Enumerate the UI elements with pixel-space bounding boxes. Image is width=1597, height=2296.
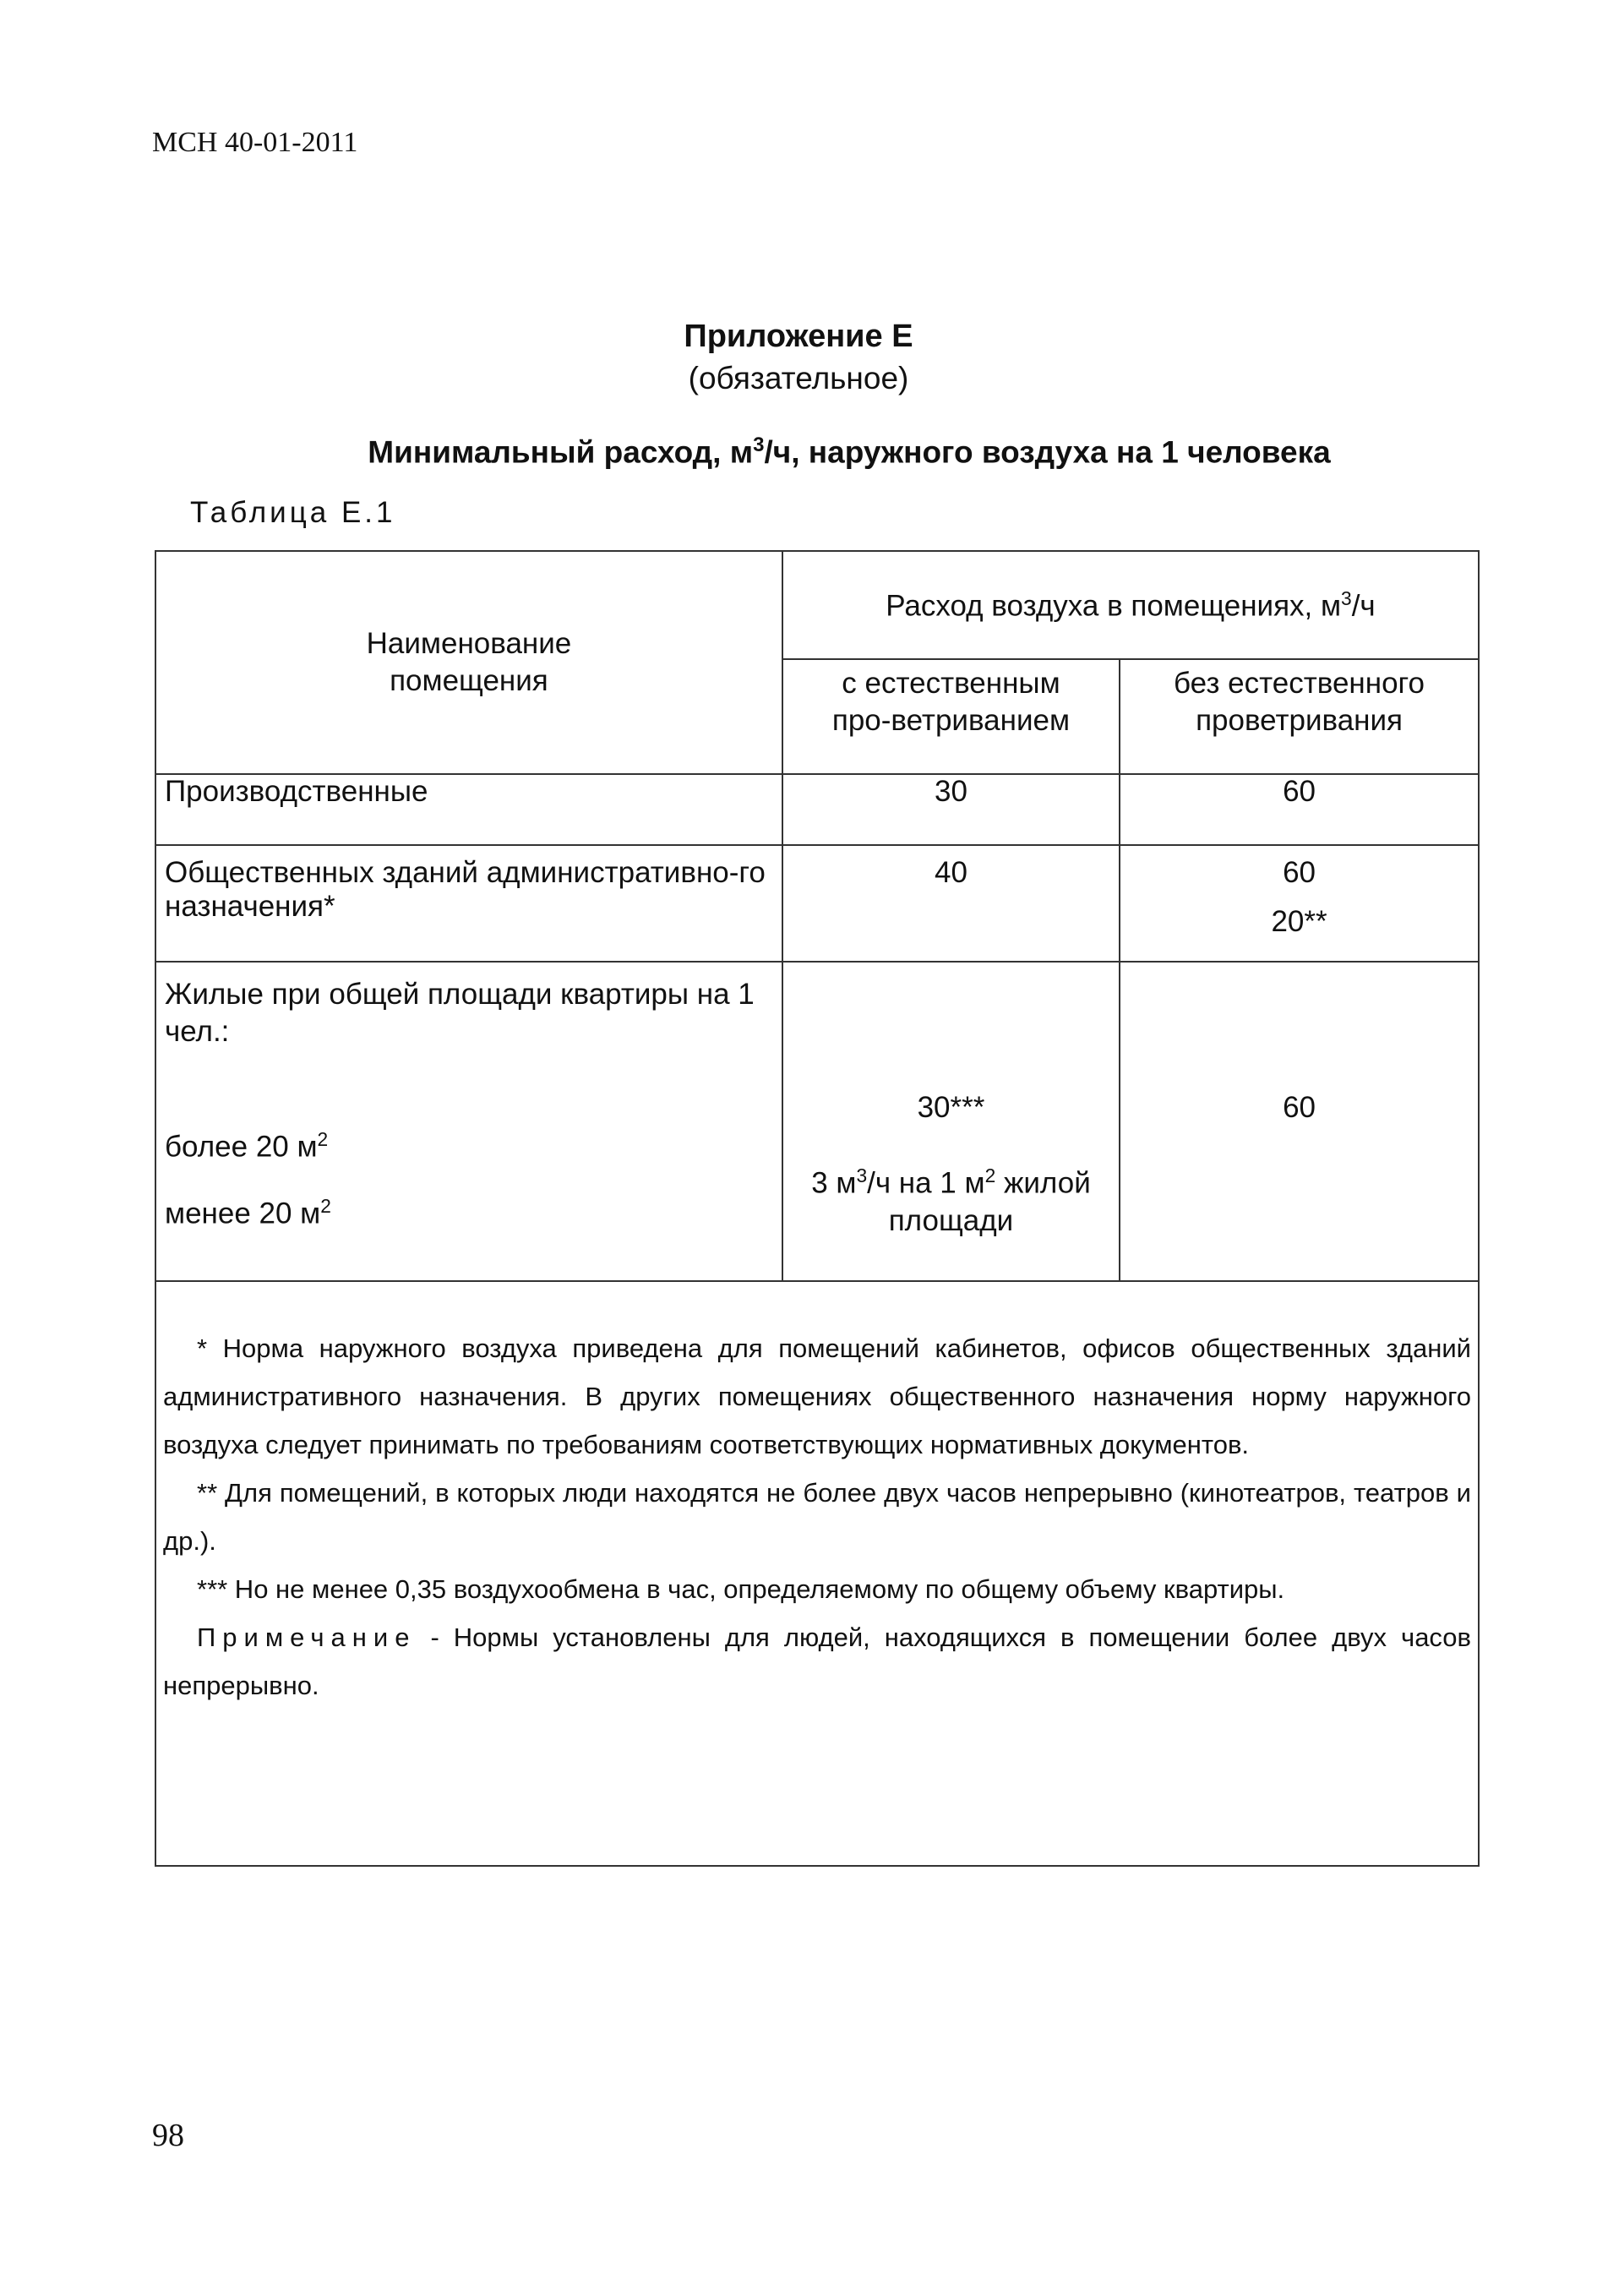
header-natural-ventilation <box>782 659 1120 774</box>
residential-under-20 <box>165 1195 782 1231</box>
over-20-sup: 2 <box>317 1128 329 1150</box>
header-no-natural-ventilation-text: без естественного проветривания <box>1174 667 1425 737</box>
value-sup-1: 3 <box>856 1164 868 1186</box>
note-3: *** Но не менее 0,35 воздухообмена в час, определяемому по общему объему квартиры. <box>197 1574 1285 1604</box>
table-notes <box>155 1281 1479 1866</box>
row-value-main: 60 <box>1283 856 1316 889</box>
group-superscript: 3 <box>1341 586 1352 609</box>
row-name <box>155 845 782 962</box>
value-part-3: жилой площади <box>888 1166 1091 1237</box>
under-20-text: менее 20 м <box>165 1197 321 1230</box>
header-room-name-text: Наименование помещения <box>366 627 572 697</box>
document-code: МСН 40-01-2011 <box>152 127 358 158</box>
value-part-1: 3 м <box>811 1166 857 1200</box>
row-value-natural: 40 <box>782 845 1120 962</box>
row-value-no-natural <box>1120 845 1479 962</box>
page-number: 98 <box>152 2118 184 2153</box>
row-value-no-natural: 60 <box>1120 774 1479 845</box>
note-1: * Норма наружного воздуха приведена для помещений кабинетов, офисов общественных зданий административного назначения. В других помещениях общественного назначения норму наружного воздуха следует принимать по требованиям соответствующих нормативных документов. <box>163 1333 1471 1459</box>
header-natural-ventilation-text: с естественным про-ветриванием <box>831 667 1071 737</box>
heading-text-2: /ч, наружного воздуха на 1 человека <box>764 434 1331 470</box>
residential-value-under-20 <box>783 1157 1119 1240</box>
table-row <box>155 774 1479 845</box>
row-value-natural: 30 <box>782 774 1120 845</box>
table-heading <box>0 434 1597 470</box>
residential-name: Жилые при общей площади квартиры на 1 чел.: <box>165 978 755 1048</box>
row-name: Производственные <box>155 774 782 845</box>
appendix-subtitle: (обязательное) <box>688 361 909 395</box>
residential-value-over-20: 30*** <box>917 1091 985 1124</box>
note-2: ** Для помещений, в которых люди находятся не более двух часов непрерывно (кинотеатров, театров и др.). <box>163 1478 1471 1556</box>
over-20-text: более 20 м <box>165 1130 318 1164</box>
row-value-short-stay: 20** <box>1271 905 1327 938</box>
header-room-name <box>155 551 782 774</box>
residential-value-no-natural: 60 <box>1283 1091 1316 1124</box>
row-value-natural <box>782 962 1120 1281</box>
note-4 <box>163 1613 1471 1710</box>
row-name <box>155 962 782 1281</box>
air-flow-table <box>155 550 1480 1867</box>
heading-text-1: Минимальный расход, м <box>368 434 754 470</box>
header-air-flow-group <box>782 551 1479 659</box>
appendix-title: Приложение Е <box>684 319 913 354</box>
residential-over-20 <box>165 1128 782 1164</box>
group-text-2: /ч <box>1351 589 1376 623</box>
group-text-1: Расход воздуха в помещениях, м <box>886 589 1342 623</box>
under-20-sup: 2 <box>320 1194 331 1217</box>
heading-superscript: 3 <box>753 434 765 456</box>
note-4-text: - Нормы установлены для людей, находящихся в помещении более двух часов непрерывно. <box>163 1622 1471 1700</box>
table-row <box>155 845 1479 962</box>
note-label: Примечание <box>197 1622 417 1652</box>
table-row-residential <box>155 962 1479 1281</box>
value-sup-2: 2 <box>984 1164 996 1186</box>
value-part-2: /ч на 1 м <box>867 1166 985 1200</box>
notes-row <box>155 1281 1479 1866</box>
row-value-no-natural <box>1120 962 1479 1281</box>
row-name-text: Общественных зданий административно-го назначения* <box>165 856 766 923</box>
table-label: Таблица Е.1 <box>190 496 396 529</box>
header-no-natural-ventilation <box>1120 659 1479 774</box>
